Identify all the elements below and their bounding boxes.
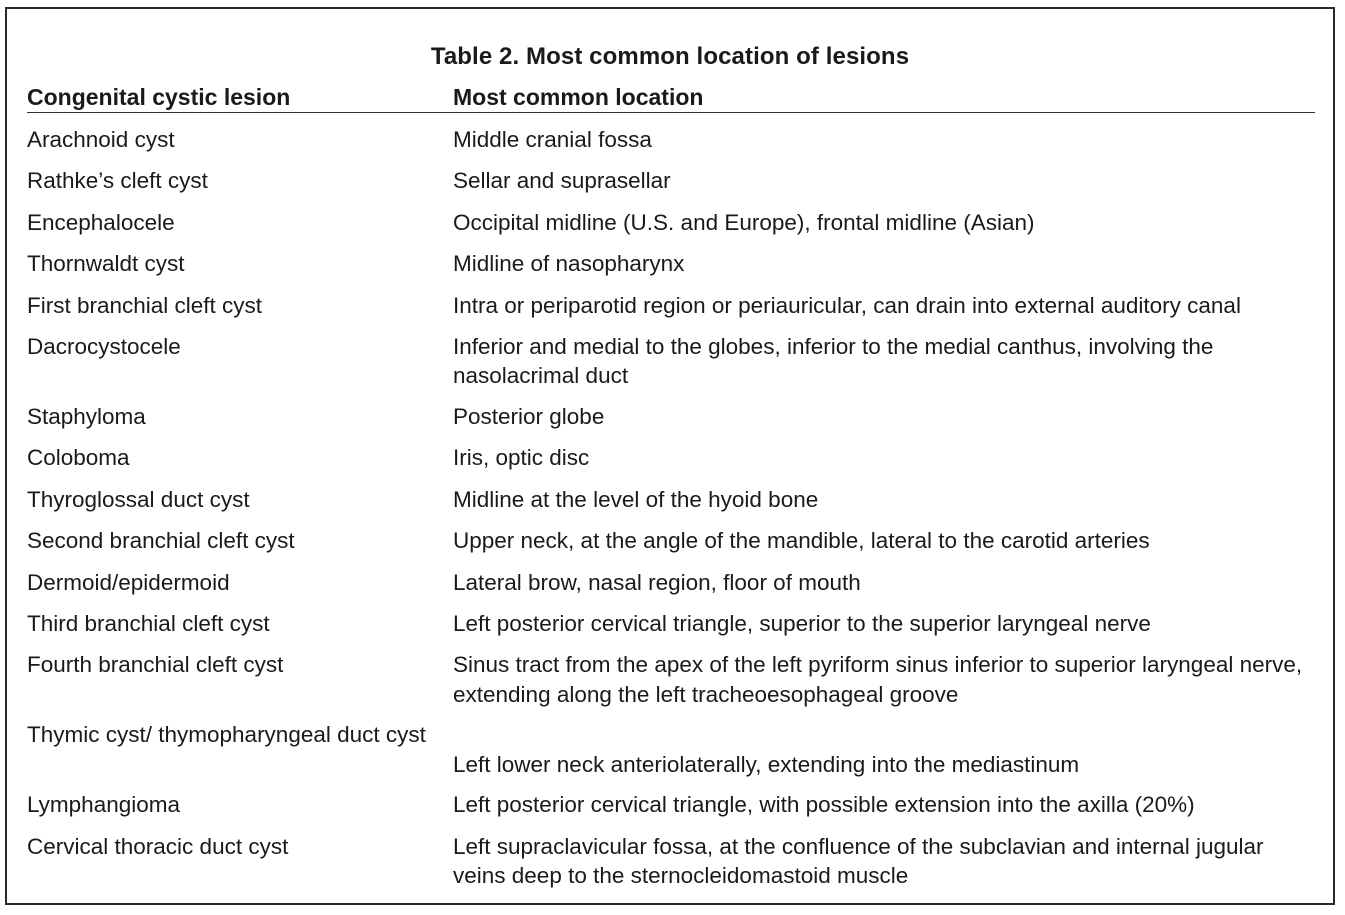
table-row (27, 526, 1315, 567)
location-cell: Midline at the level of the hyoid bone (453, 486, 819, 512)
location-cell: Left lower neck anteriolaterally, extending into the mediastinum (453, 751, 1080, 777)
location-cell: Middle cranial fossa (453, 127, 652, 152)
lesion-cell: Thymic cyst/ thymopharyngeal duct cyst (27, 722, 426, 748)
table-row (27, 832, 1315, 902)
location-cell: Inferior and medial to the globes, inferior to the medial canthus, involving the nasolacrimal duct (453, 333, 1214, 389)
table-row (27, 332, 1315, 402)
lesion-cell: First branchial cleft cyst (27, 292, 263, 318)
table-row (27, 720, 1315, 790)
location-cell: Upper neck, at the angle of the mandible, lateral to the carotid arteries (453, 528, 1150, 554)
location-cell: Sellar and suprasellar (453, 168, 671, 194)
table-caption: Table 2. Most common location of lesions (430, 43, 910, 70)
lesion-cell: Dermoid/epidermoid (27, 569, 230, 595)
lesion-cell: Lymphangioma (27, 792, 181, 818)
lesion-cell: Fourth branchial cleft cyst (27, 652, 284, 678)
lesion-cell: Thornwaldt cyst (27, 251, 185, 277)
lesion-cell: Rathke’s cleft cyst (27, 168, 208, 194)
header-location: Most common location (453, 84, 704, 110)
header-lesion: Congenital cystic lesion (27, 84, 291, 110)
location-cell: Left posterior cervical triangle, with possible extension into the axilla (20%) (453, 792, 1195, 818)
table-row (27, 443, 1315, 484)
lesion-cell: Cervical thoracic duct cyst (27, 833, 289, 859)
location-cell: Left posterior cervical triangle, superior to the superior laryngeal nerve (453, 610, 1151, 636)
lesion-cell: Encephalocele (27, 209, 175, 235)
lesion-cell: Second branchial cleft cyst (27, 528, 295, 554)
table-row (27, 291, 1315, 332)
table-row (27, 650, 1315, 720)
location-cell: Occipital midline (U.S. and Europe), frontal midline (Asian) (453, 209, 1035, 235)
table-row (27, 125, 1315, 166)
location-cell: Left supraclavicular fossa, at the confluence of the subclavian and internal jugular veins deep to the sternocleidomastoid muscle (453, 833, 1264, 889)
table-row (27, 402, 1315, 443)
table-row (27, 249, 1315, 290)
table-row (27, 568, 1315, 609)
table-row (27, 485, 1315, 526)
location-cell: Intra or periparotid region or periauricular, can drain into external auditory canal (453, 292, 1241, 318)
table-row (27, 166, 1315, 207)
table-row (27, 609, 1315, 650)
lesion-cell: Thyroglossal duct cyst (27, 486, 250, 512)
location-cell: Lateral brow, nasal region, floor of mouth (453, 569, 861, 595)
lesion-cell: Coloboma (27, 445, 130, 471)
table-body (27, 125, 1315, 902)
lesion-cell: Staphyloma (27, 403, 146, 429)
table-header (27, 82, 1315, 113)
table-frame (5, 7, 1335, 905)
location-cell: Iris, optic disc (453, 445, 590, 471)
lesion-cell: Dacrocystocele (27, 333, 181, 359)
table-row (27, 790, 1315, 831)
location-cell: Posterior globe (453, 403, 605, 429)
lesion-cell: Arachnoid cyst (27, 127, 175, 152)
location-cell: Midline of nasopharynx (453, 251, 685, 277)
lesion-cell: Third branchial cleft cyst (27, 610, 270, 636)
location-cell: Sinus tract from the apex of the left pyriform sinus inferior to superior laryngeal nerve, extending along the left tracheoesophageal groove (453, 652, 1303, 707)
table-row (27, 208, 1315, 249)
